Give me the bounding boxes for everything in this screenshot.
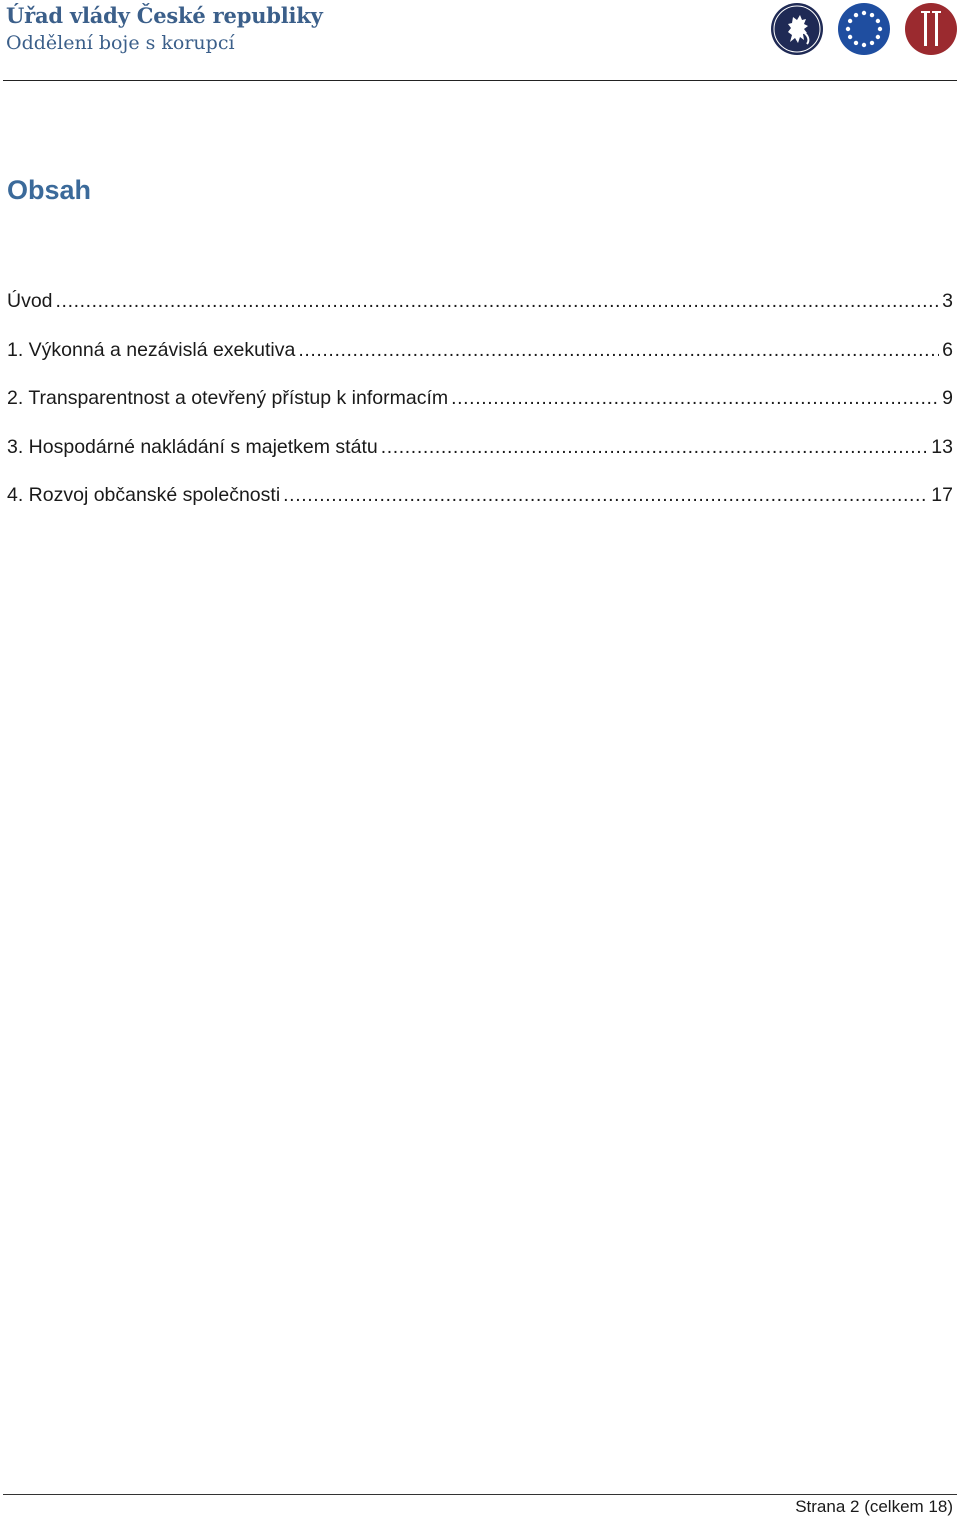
header-divider	[3, 80, 957, 81]
toc-entry-title: 1. Výkonná a nezávislá exekutiva	[7, 338, 296, 361]
toc-entry-page: 3	[942, 290, 953, 312]
toc-dot-leader	[298, 339, 939, 362]
eu-stars-flag-icon	[837, 2, 891, 56]
table-of-contents	[7, 290, 953, 533]
toc-entry[interactable]	[7, 436, 953, 485]
page-number-label: Strana 2 (celkem 18)	[795, 1497, 953, 1516]
toc-entry-page: 17	[931, 484, 953, 507]
page-header	[0, 0, 960, 82]
red-pillars-emblem-icon	[904, 2, 958, 56]
czech-lion-emblem-icon	[770, 2, 824, 56]
organization-department: Oddělení boje s korupcí	[6, 32, 235, 54]
toc-heading: Obsah	[7, 175, 92, 205]
toc-dot-leader	[381, 436, 929, 459]
organization-title: Úřad vlády České republiky	[6, 3, 323, 28]
toc-dot-leader	[283, 484, 928, 507]
toc-entry-page: 9	[942, 387, 953, 410]
toc-dot-leader	[56, 290, 940, 313]
footer-divider	[3, 1494, 957, 1495]
toc-entry-page: 6	[942, 338, 953, 361]
toc-entry-title: 4. Rozvoj občanské společnosti	[7, 484, 281, 507]
toc-entry-page: 13	[931, 435, 953, 458]
toc-entry[interactable]	[7, 387, 953, 436]
toc-entry-title: 2. Transparentnost a otevřený přístup k informacím	[7, 387, 449, 410]
toc-entry-title: 3. Hospodárné nakládání s majetkem státu	[7, 435, 378, 458]
toc-entry[interactable]	[7, 484, 953, 533]
toc-entry[interactable]	[7, 339, 953, 388]
toc-dot-leader	[451, 387, 939, 410]
header-logos	[770, 2, 958, 56]
toc-entry-title: Úvod	[7, 290, 53, 312]
toc-entry[interactable]	[7, 290, 953, 339]
